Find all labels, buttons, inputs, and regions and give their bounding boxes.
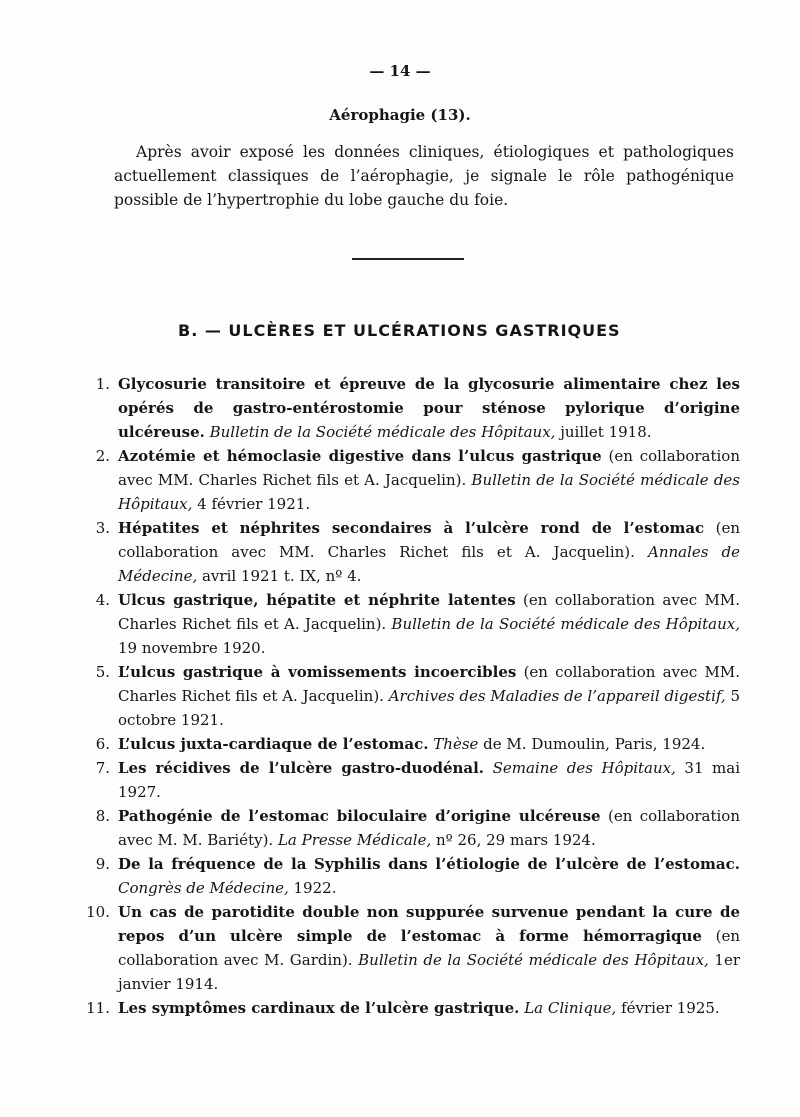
item-number: 9.	[95, 855, 110, 873]
item-number: 6.	[95, 735, 110, 753]
item-journal: Annales de Médecine,	[118, 543, 741, 585]
item-number: 7.	[95, 759, 110, 777]
item-title: Les symptômes cardinaux de l’ulcère gastrique.	[118, 999, 520, 1017]
item-journal: Bulletin de la Société médicale des Hôpitaux,	[209, 423, 556, 441]
item-date: février 1925.	[616, 999, 720, 1017]
list-item	[80, 732, 740, 756]
item-collab: (en collaboration avec MM. Charles Richet fils et A. Jacquelin).	[118, 519, 740, 561]
item-date: 1922.	[288, 879, 337, 897]
item-date: nº 26, 29 mars 1924.	[431, 831, 596, 849]
item-journal: Congrès de Médecine,	[118, 879, 289, 897]
item-journal: La Presse Médicale,	[277, 831, 432, 849]
item-title: Hépatites et néphrites secondaires à l’ulcère rond de l’estomac	[118, 519, 705, 537]
section-divider	[352, 258, 464, 260]
item-date: 1er janvier 1914.	[118, 951, 740, 993]
item-date: avril 1921 t. IX, nº 4.	[197, 567, 362, 585]
publication-list	[80, 372, 740, 1020]
list-item	[80, 852, 740, 900]
item-collab: (en collaboration avec MM. Charles Richet fils et A. Jacquelin).	[118, 447, 740, 489]
item-journal: Bulletin de la Société médicale des Hôpitaux,	[118, 471, 740, 513]
list-item	[80, 444, 740, 516]
item-collab: (en collaboration avec M. M. Bariéty).	[118, 807, 740, 849]
list-item	[80, 756, 740, 804]
item-number: 10.	[86, 903, 110, 921]
item-title: De la fréquence de la Syphilis dans l’étiologie de l’ulcère de l’estomac.	[118, 855, 740, 873]
item-number: 2.	[95, 447, 110, 465]
page-number: — 14 —	[369, 62, 431, 80]
item-collab: (en collaboration avec MM. Charles Richet fils et A. Jacquelin).	[118, 663, 740, 705]
item-number: 3.	[95, 519, 110, 537]
item-journal: Bulletin de la Société médicale des Hôpitaux,	[391, 615, 740, 633]
item-journal: Semaine des Hôpitaux,	[492, 759, 676, 777]
item-title: L’ulcus gastrique à vomissements incoercibles	[118, 663, 517, 681]
item-journal: La Clinique,	[524, 999, 617, 1017]
aerophagie-title: Aérophagie (13).	[329, 106, 471, 124]
item-title: Ulcus gastrique, hépatite et néphrite latentes	[118, 591, 516, 609]
item-number: 5.	[95, 663, 110, 681]
item-journal: Bulletin de la Société médicale des Hôpitaux,	[358, 951, 709, 969]
item-title: Les récidives de l’ulcère gastro-duodénal.	[118, 759, 485, 777]
item-date: 19 novembre 1920.	[118, 639, 266, 657]
list-item	[80, 372, 740, 444]
list-item	[80, 588, 740, 660]
item-title: L’ulcus juxta-cardiaque de l’estomac.	[118, 735, 429, 753]
list-item	[80, 996, 740, 1020]
section-heading: B. — ULCÈRES ET ULCÉRATIONS GASTRIQUES	[178, 321, 621, 340]
item-number: 4.	[95, 591, 110, 609]
list-item	[80, 660, 740, 732]
item-number: 11.	[86, 999, 110, 1017]
item-collab	[484, 759, 493, 777]
item-date: de M. Dumoulin, Paris, 1924.	[478, 735, 706, 753]
list-item	[80, 900, 740, 996]
item-title: Un cas de parotidite double non suppurée survenue pendant la cure de repos d’un ulcère simple de l’estomac à forme hémorragique	[118, 903, 740, 945]
item-collab: (en collaboration avec M. Gardin).	[118, 927, 740, 969]
item-date: 31 mai 1927.	[118, 759, 740, 801]
item-journal: Archives des Maladies de l’appareil digestif,	[388, 687, 726, 705]
list-item	[80, 516, 740, 588]
item-collab: (en collaboration avec MM. Charles Richet fils et A. Jacquelin).	[118, 591, 740, 633]
item-number: 1.	[95, 375, 110, 393]
aerophagie-paragraph: Après avoir exposé les données cliniques, étiologiques et pathologiques actuellement classiques de l’aérophagie, je signale le rôle pathogénique possible de l’hypertrophie du lobe gauche du foie.	[114, 143, 734, 209]
item-number: 8.	[95, 807, 110, 825]
item-date: juillet 1918.	[555, 423, 652, 441]
item-title: Pathogénie de l’estomac biloculaire d’origine ulcéreuse	[118, 807, 601, 825]
item-title: Azotémie et hémoclasie digestive dans l’ulcus gastrique	[118, 447, 602, 465]
item-date: 4 février 1921.	[192, 495, 311, 513]
item-journal: Thèse	[433, 735, 479, 753]
list-item	[80, 804, 740, 852]
item-date: 5 octobre 1921.	[118, 687, 740, 729]
item-title: Glycosurie transitoire et épreuve de la glycosurie alimentaire chez les opérés de gastro-entérostomie pour sténose pylorique d’origine ulcéreuse.	[118, 375, 740, 441]
